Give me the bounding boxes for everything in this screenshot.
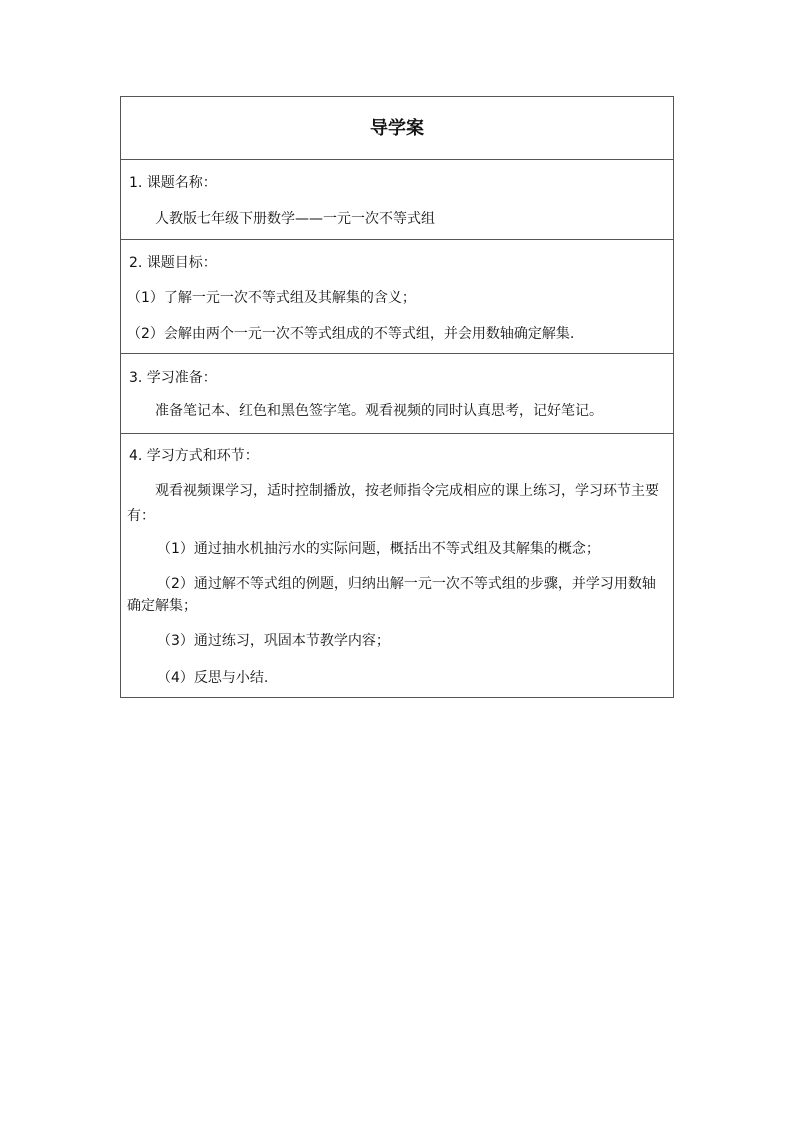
method-item-continuation: 确定解集； [127, 598, 197, 614]
section1-heading: 1. 课题名称： [129, 175, 217, 191]
method-item: （2）通过解不等式组的例题，归纳出解一元一次不等式组的步骤，并学习用数轴 [157, 576, 656, 592]
method-item: （4）反思与小结. [157, 670, 269, 686]
method-intro-line2: 有： [127, 508, 155, 524]
method-intro-line1: 观看视频课学习，适时控制播放，按老师指令完成相应的课上练习，学习环节主要 [155, 483, 659, 499]
section2-heading: 2. 课题目标： [129, 255, 217, 271]
preparation-text: 准备笔记本、红色和黑色签字笔。观看视频的同时认真思考，记好笔记。 [155, 403, 603, 419]
section4-heading: 4. 学习方式和环节： [129, 448, 259, 464]
course-name: 人教版七年级下册数学——一元一次不等式组 [155, 211, 435, 227]
goal-item: （1）了解一元一次不等式组及其解集的含义； [127, 290, 416, 306]
method-item: （3）通过练习，巩固本节教学内容； [157, 633, 390, 649]
row-divider [121, 353, 673, 354]
goal-item: （2）会解由两个一元一次不等式组成的不等式组，并会用数轴确定解集. [127, 326, 575, 342]
document-title: 导学案 [370, 118, 424, 139]
method-item: （1）通过抽水机抽污水的实际问题，概括出不等式组及其解集的概念； [157, 541, 600, 557]
row-divider [121, 433, 673, 434]
row-divider [121, 239, 673, 240]
study-guide-table [120, 96, 674, 698]
row-divider [121, 159, 673, 160]
section3-heading: 3. 学习准备： [129, 370, 217, 386]
